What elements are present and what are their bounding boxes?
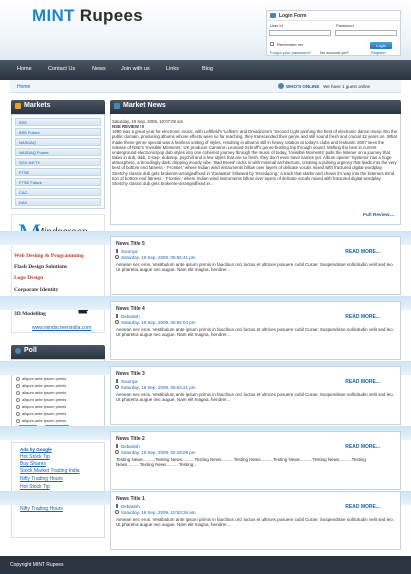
whos-online: WHO'S ONLINE We have 1 guest online — [286, 84, 371, 89]
news-item-title: News Title 2 — [116, 436, 145, 442]
register-link[interactable]: Register — [371, 50, 386, 55]
forgot-password-link[interactable]: Forgot your password? — [270, 50, 311, 55]
author-icon — [116, 379, 118, 383]
news-date: Saturday, 19 Sep, 2009, 10:07:08 am — [112, 119, 184, 124]
radio-icon[interactable] — [16, 405, 20, 409]
radio-icon[interactable] — [16, 419, 20, 423]
news-item — [110, 366, 401, 425]
market-item[interactable]: NASDAQ Future — [15, 148, 101, 156]
nav-links[interactable]: Links — [166, 66, 179, 72]
breadcrumb — [10, 80, 401, 93]
ad-line: Web Desiing & Programming — [14, 253, 84, 259]
market-item[interactable]: BSE Future — [15, 128, 101, 136]
news-text: 1990 was a great year for electronic music, with Leftfield's 'Leftism' and Dreadzone's 'Second Light pushing the best of electronic dance music into the public domain, producing albums whose effects were so far reaching, they transcended their genre and still sound fresh and crucial 12 years on. What made these genre special was a fearless uniting of styles, resulting in albums still in heavy rotation at today's clubs and festivals. 2007 sees the release of NSE's 'Invisible Moments,' UK producer Cameron Leonard-Schroff's genre-busting trip through sound. Melting the best in current underground electronic/pop dub styles into one coherent journey through the music of today, 'Invisible Moments' pulls the listener on a journey that takes in dub, d&b, 2-step, dubstep, psychill and a few styles that are so fresh, they don't even have names yet. Album opener 'Systems' has a huge atmosphere, a broodingly dark, dripping moody vibe. 'Bad Breed' rocks in with minimal architecture, creating a pulsing urgency that leads into the very best of bottom end fatness - 'Frontier,' where Indian wind instruments billow over layers of delicate vocals mixed with fractured digital wordplay. Stretchy classic dub gets brokenre-arrangedfixed in 'Zoraastar' followed by 'Introducing,' a track that starks and chews it's way into the listeners mind tion of bottom end fatness - 'Frontier,' where Indian wind instruments billow over layers of delicate vocals mixed with fractured digital wordplay. Stretchy classic dub gets brokenre-arrangedfixed in... — [112, 129, 397, 186]
news-item-title: News Title 3 — [116, 371, 145, 377]
author-icon — [116, 504, 118, 508]
news-item-date: Saturday, 19 Sep, 2009, 05:54:21 pm — [121, 385, 196, 390]
poll-option[interactable]: aliqum ante ipsum primis — [16, 376, 66, 381]
ad-line: 3D Modelling — [14, 311, 46, 317]
google-ad-link[interactable]: Nifty Trading Hours — [20, 476, 63, 482]
news-item-text: Aenean nec eros. Vestibulum ante ipsum primis in faucibus orci luctus et ultrices posuere cubil Curae; Suspendisse sollicitudin velit sed leo. Ut pharetra augue nec augue. Nam elit magna, hendrer... — [116, 392, 394, 403]
market-item[interactable]: CAC — [15, 188, 101, 196]
nav-news[interactable]: News — [92, 66, 106, 72]
user-id-input[interactable] — [269, 30, 331, 36]
google-ad-link[interactable]: Stock Market Trading India — [20, 468, 80, 474]
poll-option[interactable]: aliqum ante ipsum primis — [16, 383, 66, 388]
nav-home[interactable]: Home — [17, 66, 32, 72]
author-icon — [116, 314, 118, 318]
news-item — [110, 301, 401, 360]
news-item-author[interactable]: Debasish — [121, 314, 140, 319]
radio-icon[interactable] — [16, 398, 20, 402]
site-footer — [0, 556, 411, 574]
google-ad-link[interactable]: Buy Shares — [20, 461, 46, 467]
google-ads — [11, 442, 105, 538]
google-ad-link[interactable]: Hot Stock Tip — [20, 484, 50, 490]
ad-line: Corporate Identity — [14, 287, 59, 293]
clock-icon — [115, 385, 119, 389]
google-ads-title[interactable]: Ads by Google — [20, 447, 52, 452]
news-item-date: Saturday, 19 Sep, 2009, 10:53:26 am — [121, 510, 196, 515]
nav-contact-us[interactable]: Contact Us — [48, 66, 76, 72]
read-more-link[interactable]: READ MORE... — [345, 504, 380, 510]
google-ad-link[interactable]: Hot Stock Tip — [20, 454, 50, 460]
breadcrumb-home[interactable]: Home — [17, 84, 31, 90]
news-item-author[interactable]: Soumya — [121, 379, 138, 384]
read-more-link[interactable]: READ MORE... — [345, 379, 380, 385]
news-item-author[interactable]: Debasish — [121, 444, 140, 449]
news-item-date: Saturday, 19 Sep, 2009, 05:55:04 pm — [121, 320, 196, 325]
news-item-title: News Title 5 — [116, 241, 145, 247]
news-item-title: News Title 4 — [116, 306, 145, 312]
news-item-text: Aenean nec eros. Vestibulum ante ipsum primis in faucibus orci luctus et ultrices posuere cubil Curae; Suspendisse sollicitudin velit sed leo. Ut pharetra augue nec augue. Nam elit magna, hendrer... — [116, 262, 394, 273]
clock-icon — [115, 320, 119, 324]
clock-icon — [115, 450, 119, 454]
main-nav — [0, 60, 411, 80]
market-item[interactable]: NASDAQ — [15, 138, 101, 146]
poll-option[interactable]: aliqum ante ipsum primis — [16, 390, 66, 395]
users-icon — [278, 83, 284, 89]
market-news-body — [112, 119, 398, 186]
site-logo[interactable]: MINT Rupees — [32, 6, 143, 25]
news-item — [110, 236, 401, 295]
user-icon — [270, 13, 276, 18]
market-news-header: Market News — [110, 100, 401, 114]
news-item-author[interactable]: Debasish — [121, 504, 140, 509]
markets-header: Markets — [11, 100, 105, 114]
mindscreen-url[interactable]: www.mindscreenindia.com — [32, 325, 92, 331]
market-item[interactable]: DAX — [15, 198, 101, 206]
radio-icon[interactable] — [16, 384, 20, 388]
markets-icon — [15, 103, 21, 109]
poll-option[interactable]: aliqum ante ipsum primis — [16, 397, 66, 402]
poll-icon — [15, 348, 21, 354]
nav-blog[interactable]: Blog — [202, 66, 214, 72]
google-ad-link[interactable]: Nifty Trading Hours — [20, 506, 63, 512]
clock-icon — [115, 510, 119, 514]
login-form-title: Login Form — [267, 11, 400, 21]
nav-join[interactable]: Join with us — [121, 66, 150, 72]
user-id-label: User id — [270, 23, 283, 28]
news-item-text: Testing News..........Testing News..........Testing News..........Testing News..........Testing News..........Testing News..........Testing News..........Testing News..........Testing... — [116, 457, 366, 468]
password-input[interactable] — [335, 30, 397, 36]
poll-option[interactable]: aliqum ante ipsum primis — [16, 404, 66, 409]
news-item-title: News Title 1 — [116, 496, 145, 502]
read-more-link[interactable]: READ MORE... — [345, 314, 380, 320]
read-more-link[interactable]: READ MORE... — [345, 444, 380, 450]
market-item[interactable]: FTSE — [15, 168, 101, 176]
news-item-author[interactable]: Soumya — [121, 249, 138, 254]
market-item[interactable]: SGX NIFTY — [15, 158, 101, 166]
copyright-text: Copyright MINT Rupees — [10, 562, 64, 568]
password-label: Password — [336, 23, 354, 28]
news-icon — [114, 103, 120, 109]
author-icon — [116, 249, 118, 253]
radio-icon[interactable] — [16, 391, 20, 395]
news-review-title: NSE REVIEW !!! — [112, 124, 145, 130]
login-button[interactable]: Login — [370, 42, 392, 49]
news-item — [110, 491, 401, 550]
poll-option[interactable]: aliqum ante ipsum primis — [16, 418, 66, 423]
radio-icon[interactable] — [16, 377, 20, 381]
news-item-date: Saturday, 19 Sep, 2009, 05:55:41 pm — [121, 255, 196, 260]
news-item-text: Aenean nec eros. Vestibulum ante ipsum primis in faucibus orci luctus et ultrices posuere cubil Curae; Suspendisse sollicitudin velit sed leo. Ut pharetra augue nec augue. Nam elit magna, hendrer... — [116, 517, 394, 528]
news-item — [110, 431, 401, 490]
read-more-link[interactable]: READ MORE... — [345, 249, 380, 255]
markets-list — [11, 114, 105, 209]
author-icon — [116, 444, 118, 448]
no-account-text: No account yet? — [320, 50, 349, 55]
news-item-text: Aenean nec eros. Vestibulum ante ipsum primis in faucibus orci luctus et ultrices posuere cubil Curae; Suspendisse sollicitudin velit sed leo. Ut pharetra augue nec augue. Nam elit magna, hendrer... — [116, 327, 394, 338]
poll-header: Poll — [11, 345, 105, 359]
ad-line: Logo Design — [14, 275, 44, 281]
clock-icon — [115, 255, 119, 259]
radio-icon[interactable] — [16, 412, 20, 416]
remember-me-checkbox[interactable] — [270, 42, 274, 46]
market-item[interactable]: BSE — [15, 118, 101, 126]
full-review-link[interactable]: Full Review.... — [363, 213, 395, 218]
poll-option[interactable]: aliqum ante ipsum primis — [16, 411, 66, 416]
site-header — [0, 0, 411, 60]
ad-line: Flash Design Solutions — [14, 264, 68, 270]
remember-me-label: Remember me — [277, 42, 304, 47]
news-item-date: Saturday, 19 Sep, 2009, 02:28:09 pm — [121, 450, 196, 455]
market-item[interactable]: FTSE Future — [15, 178, 101, 186]
